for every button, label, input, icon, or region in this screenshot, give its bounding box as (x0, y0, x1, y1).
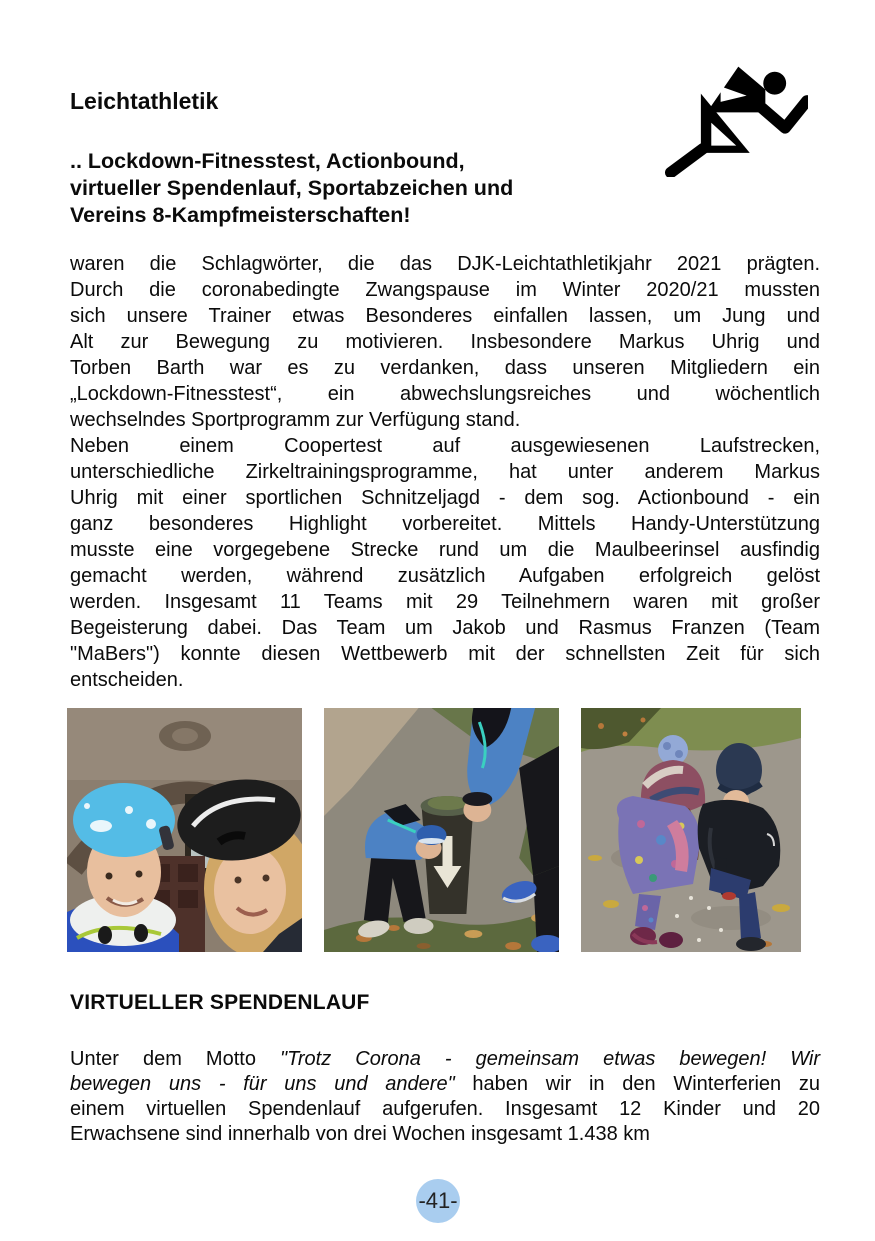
text-line (70, 148, 630, 175)
text-segment: „Lockdown-Fitnesstest“, ein abwechslungsreiches und wöchentlich (70, 383, 820, 405)
text-segment: virtueller Spendenlauf, Sportabzeichen und (70, 176, 514, 200)
photo-kids-crouching (581, 708, 801, 952)
page-title: Leichtathletik (70, 88, 219, 114)
photo-selfie (67, 708, 302, 952)
text-line (70, 485, 820, 511)
page-number-badge (416, 1179, 460, 1223)
main-paragraph (70, 251, 820, 693)
text-line (70, 329, 820, 355)
text-line (70, 175, 630, 202)
photo-actionbound-marker (324, 708, 559, 952)
text-line (70, 1047, 820, 1072)
text-segment: Alt zur Bewegung zu motivieren. Insbesondere Markus Uhrig und (70, 331, 820, 353)
text-line (70, 277, 820, 303)
text-line (70, 537, 820, 563)
text-segment: Neben einem Coopertest auf ausgewiesenen Laufstrecken, (70, 435, 820, 457)
text-line (70, 381, 820, 407)
text-segment: .. Lockdown-Fitnesstest, Actionbound, (70, 149, 465, 173)
text-line (70, 615, 820, 641)
page-number: -41- (418, 1188, 458, 1213)
text-line (70, 667, 820, 693)
text-line (70, 563, 820, 589)
text-segment: Torben Barth war es zu verdanken, dass unseren Mitgliedern ein (70, 357, 820, 379)
section-heading: VIRTUELLER SPENDENLAUF (70, 991, 370, 1014)
text-segment: ganz besonderes Highlight vorbereitet. Mittels Handy-Unterstützung (70, 513, 820, 535)
text-segment: entscheiden. (70, 669, 184, 691)
text-segment: "MaBers") konnte diesen Wettbewerb mit der schnellsten Zeit für sich (70, 643, 820, 665)
subtitle (70, 148, 630, 229)
text-segment: haben wir in den Winterferien zu (454, 1073, 820, 1095)
italic-text-segment: "Trotz Corona - gemeinsam etwas bewegen! Wir (280, 1048, 820, 1070)
photo-row (67, 708, 801, 952)
text-line (70, 407, 820, 433)
text-segment: Begeisterung dabei. Das Team um Jakob und Rasmus Franzen (Team (70, 617, 820, 639)
text-segment: waren die Schlagwörter, die das DJK-Leichtathletikjahr 2021 prägten. (70, 253, 820, 275)
text-segment: werden. Insgesamt 11 Teams mit 29 Teilnehmern waren mit großer (70, 591, 820, 613)
italic-text-segment: bewegen uns - für uns und andere" (70, 1073, 455, 1095)
text-line (70, 355, 820, 381)
text-line (70, 202, 630, 229)
text-line (70, 511, 820, 537)
text-segment: Durch die coronabedingte Zwangspause im Winter 2020/21 mussten (70, 279, 820, 301)
text-segment: Vereins 8-Kampfmeisterschaften! (70, 203, 411, 227)
text-segment: Uhrig mit einer sportlichen Schnitzeljagd - dem sog. Actionbound - ein (70, 487, 820, 509)
text-segment: sich unsere Trainer etwas Besonderes einfallen lassen, um Jung und (70, 305, 820, 327)
text-line (70, 459, 820, 485)
text-segment: unterschiedliche Zirkeltrainingsprogramme, hat unter anderem Markus (70, 461, 820, 483)
text-segment: Erwachsene sind innerhalb von drei Wochen insgesamt 1.438 km (70, 1123, 650, 1145)
text-line (70, 641, 820, 667)
section-paragraph (70, 1047, 820, 1147)
text-line (70, 589, 820, 615)
text-segment: einem virtuellen Spendenlauf aufgerufen. Insgesamt 12 Kinder und 20 (70, 1098, 820, 1120)
text-line (70, 251, 820, 277)
text-line (70, 1097, 820, 1122)
text-line (70, 1122, 820, 1147)
text-segment: gemacht werden, während zusätzlich Aufgaben erfolgreich gelöst (70, 565, 820, 587)
photo-crouching-illustration (581, 708, 801, 952)
runner-pictogram-svg (652, 52, 808, 177)
text-segment: Unter dem Motto (70, 1048, 281, 1070)
text-segment: musste eine vorgegebene Strecke rund um die Maulbeerinsel ausfindig (70, 539, 820, 561)
photo-marker-illustration (324, 708, 559, 952)
photo-selfie-illustration (67, 708, 302, 952)
text-line (70, 433, 820, 459)
text-line (70, 1072, 820, 1097)
athletics-runner-icon (652, 52, 808, 180)
text-line (70, 303, 820, 329)
text-segment: wechselndes Sportprogramm zur Verfügung stand. (70, 409, 521, 431)
